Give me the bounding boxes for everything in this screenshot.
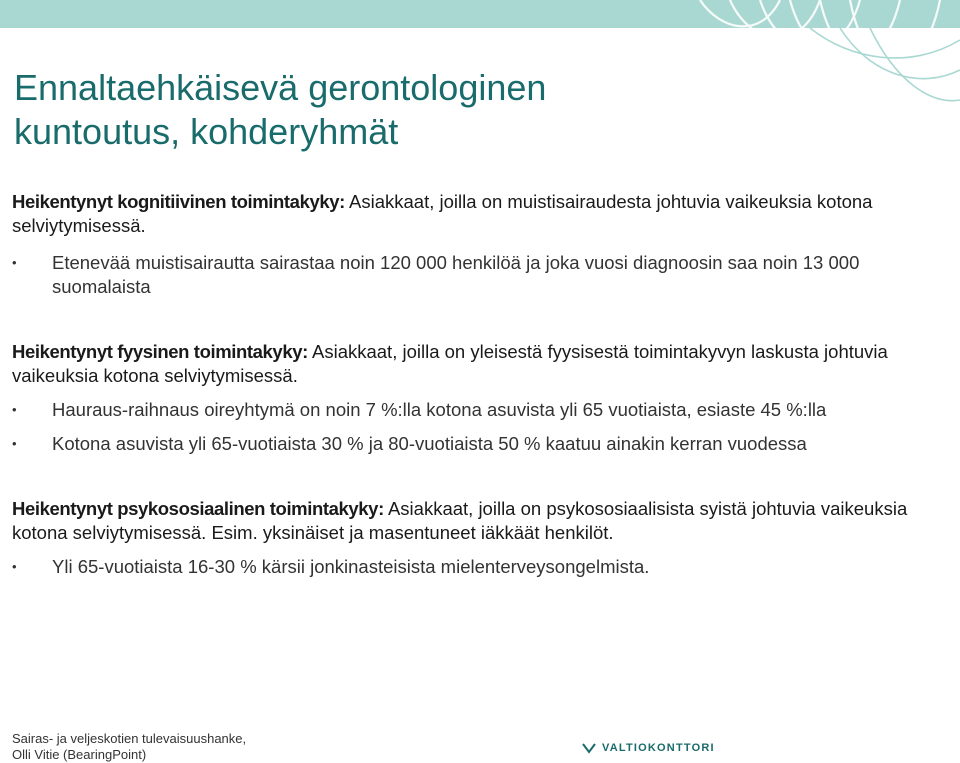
section-psychosocial-bullet	[12, 555, 932, 579]
section-physical-heading: Heikentynyt fyysinen toimintakyky:	[12, 341, 308, 362]
section-cognitive-intro	[12, 190, 942, 238]
footer-line-1: Sairas- ja veljeskotien tulevaisuushanke,	[12, 731, 247, 746]
bullet-text: Hauraus-raihnaus oireyhtymä on noin 7 %:lla kotona asuvista yli 65 vuotiaista, esiaste 45 %:lla	[52, 399, 827, 420]
section-physical-intro	[12, 340, 942, 388]
footer-line-2: Olli Vitie (BearingPoint)	[12, 747, 147, 762]
bullet-text: Yli 65-vuotiaista 16-30 % kärsii jonkinasteisista mielenterveysongelmista.	[52, 556, 650, 577]
title-line-1: Ennaltaehkäisevä gerontologinen	[14, 67, 547, 108]
bullet-text: Etenevää muistisairautta sairastaa noin 120 000 henkilöä ja joka vuosi diagnoosin saa noin 13 000 suomalaista	[52, 252, 860, 297]
section-cognitive-text: Asiakkaat, joilla on muistisairaudesta johtuvia vaikeuksia kotona selviytymisessä.	[12, 191, 873, 236]
bullet-icon: •	[12, 255, 17, 270]
bullet-icon: •	[12, 559, 17, 574]
valtiokonttori-logo	[582, 742, 715, 754]
section-psychosocial-heading: Heikentynyt psykososiaalinen toimintakyky:	[12, 498, 384, 519]
section-physical-bullet-2	[12, 432, 932, 456]
slide-title	[14, 66, 774, 154]
section-psychosocial-text: Asiakkaat, joilla on psykososiaalisista syistä johtuvia vaikeuksia kotona selviytymisessä. Esim. yksinäiset ja masentuneet iäkkäät henkilöt.	[12, 498, 908, 543]
logo-wordmark: VALTIOKONTTORI	[602, 742, 715, 754]
section-cognitive-bullet	[12, 251, 932, 299]
section-cognitive-heading: Heikentynyt kognitiivinen toimintakyky:	[12, 191, 345, 212]
footer-credits	[12, 731, 246, 763]
logo-mark-icon	[582, 742, 596, 754]
section-physical-bullet-1	[12, 398, 932, 422]
bullet-icon: •	[12, 402, 17, 417]
section-physical-text: Asiakkaat, joilla on yleisestä fyysisestä toimintakyvyn laskusta johtuvia vaikeuksia kotona selviytymisessä.	[12, 341, 888, 386]
title-line-2: kuntoutus, kohderyhmät	[14, 111, 399, 152]
bullet-icon: •	[12, 436, 17, 451]
section-psychosocial-intro	[12, 497, 942, 545]
bullet-text: Kotona asuvista yli 65-vuotiaista 30 % ja 80-vuotiaista 50 % kaatuu ainakin kerran vuodessa	[52, 433, 807, 454]
